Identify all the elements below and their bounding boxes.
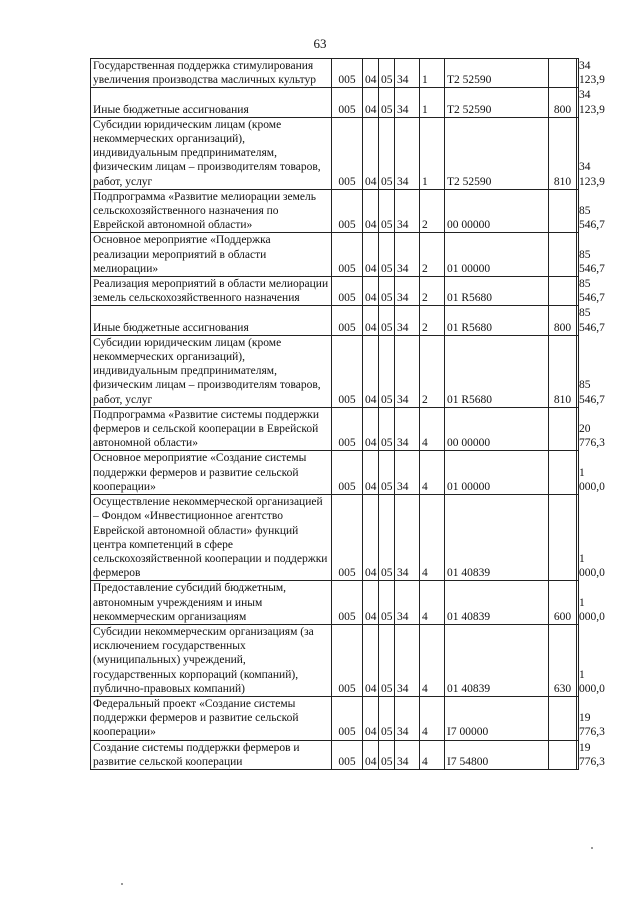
table-row (91, 59, 579, 88)
row-target-article-code: 01 40839 (445, 624, 549, 696)
row-target-article-code: T2 52590 (445, 117, 549, 189)
row-program-code: 34 (395, 451, 420, 495)
row-section-code: 04 (363, 407, 379, 451)
table-row (91, 696, 579, 740)
row-subsection-code: 05 (379, 277, 395, 306)
row-subsection-code: 05 (379, 59, 395, 88)
row-ved-code: 005 (332, 407, 363, 451)
row-subprogram-code: 4 (420, 451, 445, 495)
row-expense-type-code (549, 740, 577, 769)
row-program-code: 34 (395, 624, 420, 696)
row-expense-type-code: 810 (549, 117, 577, 189)
row-subprogram-code: 1 (420, 59, 445, 88)
row-amount: 1 000,0 (577, 451, 579, 495)
row-expense-type-code: 800 (549, 88, 577, 117)
row-subprogram-code: 4 (420, 581, 445, 625)
table-row (91, 495, 579, 581)
row-amount: 34 123,9 (577, 88, 579, 117)
row-section-code: 04 (363, 59, 379, 88)
row-target-article-code: 00 00000 (445, 189, 549, 233)
row-amount: 19 776,3 (577, 696, 579, 740)
row-ved-code: 005 (332, 306, 363, 335)
row-section-code: 04 (363, 117, 379, 189)
row-target-article-code: 00 00000 (445, 407, 549, 451)
budget-table (90, 58, 605, 770)
row-amount: 1 000,0 (577, 495, 579, 581)
row-amount: 1 000,0 (577, 581, 579, 625)
row-expense-type-code (549, 407, 577, 451)
row-expense-type-code: 630 (549, 624, 577, 696)
row-subsection-code: 05 (379, 624, 395, 696)
row-target-article-code: T2 52590 (445, 59, 549, 88)
row-amount: 85 546,7 (577, 189, 579, 233)
row-subsection-code: 05 (379, 581, 395, 625)
row-subprogram-code: 2 (420, 189, 445, 233)
row-expense-type-code (549, 59, 577, 88)
row-name: Субсидии юридическим лицам (кроме некоммерческих организаций), индивидуальным предпринимателям, физическим лицам – производителям товаров, работ, услуг (91, 117, 332, 189)
row-ved-code: 005 (332, 277, 363, 306)
row-ved-code: 005 (332, 740, 363, 769)
row-subsection-code: 05 (379, 117, 395, 189)
row-program-code: 34 (395, 306, 420, 335)
row-name: Федеральный проект «Создание системы поддержки фермеров и развитие сельской кооперации» (91, 696, 332, 740)
row-section-code: 04 (363, 306, 379, 335)
row-ved-code: 005 (332, 451, 363, 495)
row-expense-type-code (549, 189, 577, 233)
row-target-article-code: 01 00000 (445, 233, 549, 277)
row-subprogram-code: 1 (420, 88, 445, 117)
row-target-article-code: 01 R5680 (445, 335, 549, 407)
row-amount: 85 546,7 (577, 233, 579, 277)
row-subsection-code: 05 (379, 740, 395, 769)
row-amount: 20 776,3 (577, 407, 579, 451)
row-subprogram-code: 4 (420, 740, 445, 769)
row-subsection-code: 05 (379, 88, 395, 117)
table-row (91, 407, 579, 451)
table-row (91, 451, 579, 495)
row-name: Иные бюджетные ассигнования (91, 306, 332, 335)
row-amount: 1 000,0 (577, 624, 579, 696)
row-subsection-code: 05 (379, 495, 395, 581)
row-subprogram-code: 4 (420, 624, 445, 696)
row-program-code: 34 (395, 696, 420, 740)
row-expense-type-code: 600 (549, 581, 577, 625)
row-ved-code: 005 (332, 581, 363, 625)
row-expense-type-code (549, 696, 577, 740)
row-program-code: 34 (395, 277, 420, 306)
budget-table-body (91, 59, 605, 770)
row-expense-type-code (549, 233, 577, 277)
row-subsection-code: 05 (379, 189, 395, 233)
table-row (91, 117, 579, 189)
row-amount: 19 776,3 (577, 740, 579, 769)
table-row (91, 624, 579, 696)
row-amount: 34 123,9 (577, 117, 579, 189)
row-amount: 34 123,9 (577, 59, 579, 88)
scan-speck (121, 883, 123, 885)
row-subsection-code: 05 (379, 233, 395, 277)
row-program-code: 34 (395, 581, 420, 625)
table-row (91, 740, 579, 769)
row-expense-type-code: 800 (549, 306, 577, 335)
row-target-article-code: 01 R5680 (445, 306, 549, 335)
table-row (91, 581, 579, 625)
row-ved-code: 005 (332, 696, 363, 740)
row-program-code: 34 (395, 233, 420, 277)
row-target-article-code: 01 R5680 (445, 277, 549, 306)
row-ved-code: 005 (332, 189, 363, 233)
table-row (91, 88, 579, 117)
row-section-code: 04 (363, 335, 379, 407)
table-row (91, 277, 579, 306)
row-subprogram-code: 4 (420, 495, 445, 581)
scan-speck (591, 847, 593, 849)
row-name: Государственная поддержка стимулирования увеличения производства масличных культур (91, 59, 332, 88)
row-name: Основное мероприятие «Создание системы поддержки фермеров и развитие сельской кооперации» (91, 451, 332, 495)
row-target-article-code: I7 00000 (445, 696, 549, 740)
row-subprogram-code: 2 (420, 335, 445, 407)
row-program-code: 34 (395, 495, 420, 581)
row-ved-code: 005 (332, 117, 363, 189)
row-section-code: 04 (363, 624, 379, 696)
table-row (91, 189, 579, 233)
row-subprogram-code: 2 (420, 277, 445, 306)
row-expense-type-code (549, 451, 577, 495)
row-subprogram-code: 4 (420, 407, 445, 451)
row-ved-code: 005 (332, 495, 363, 581)
row-name: Субсидии юридическим лицам (кроме некоммерческих организаций), индивидуальным предпринимателям, физическим лицам – производителям товаров, работ, услуг (91, 335, 332, 407)
row-subsection-code: 05 (379, 306, 395, 335)
row-section-code: 04 (363, 451, 379, 495)
row-name: Реализация мероприятий в области мелиорации земель сельскохозяйственного назначения (91, 277, 332, 306)
row-subsection-code: 05 (379, 335, 395, 407)
row-expense-type-code: 810 (549, 335, 577, 407)
row-ved-code: 005 (332, 335, 363, 407)
page-number: 63 (313, 36, 327, 51)
row-program-code: 34 (395, 88, 420, 117)
row-expense-type-code (549, 495, 577, 581)
row-expense-type-code (549, 277, 577, 306)
row-section-code: 04 (363, 740, 379, 769)
row-name: Осуществление некоммерческой организацией – Фондом «Инвестиционное агентство Еврейской автономной области» функций центра компетенций в сфере сельскохозяйственной кооперации и поддержки фермеров (91, 495, 332, 581)
row-subsection-code: 05 (379, 696, 395, 740)
row-ved-code: 005 (332, 233, 363, 277)
row-subsection-code: 05 (379, 407, 395, 451)
row-name: Основное мероприятие «Поддержка реализации мероприятий в области мелиорации» (91, 233, 332, 277)
row-subprogram-code: 1 (420, 117, 445, 189)
row-subsection-code: 05 (379, 451, 395, 495)
row-section-code: 04 (363, 696, 379, 740)
row-section-code: 04 (363, 189, 379, 233)
row-section-code: 04 (363, 277, 379, 306)
table-row (91, 233, 579, 277)
row-ved-code: 005 (332, 624, 363, 696)
row-name: Создание системы поддержки фермеров и развитие сельской кооперации (91, 740, 332, 769)
row-section-code: 04 (363, 495, 379, 581)
row-subprogram-code: 2 (420, 306, 445, 335)
row-target-article-code: I7 54800 (445, 740, 549, 769)
row-name: Подпрограмма «Развитие мелиорации земель сельскохозяйственного назначения по Еврейской автономной области» (91, 189, 332, 233)
row-name: Иные бюджетные ассигнования (91, 88, 332, 117)
row-program-code: 34 (395, 117, 420, 189)
row-target-article-code: T2 52590 (445, 88, 549, 117)
row-program-code: 34 (395, 59, 420, 88)
row-name: Субсидии некоммерческим организациям (за исключением государственных (муниципальных) учреждений, государственных корпораций (компаний), публично-правовых компаний) (91, 624, 332, 696)
row-name: Предоставление субсидий бюджетным, автономным учреждениям и иным некоммерческим организациям (91, 581, 332, 625)
row-ved-code: 005 (332, 59, 363, 88)
row-target-article-code: 01 40839 (445, 581, 549, 625)
row-section-code: 04 (363, 581, 379, 625)
row-program-code: 34 (395, 335, 420, 407)
row-amount: 85 546,7 (577, 306, 579, 335)
row-amount: 85 546,7 (577, 277, 579, 306)
row-amount: 85 546,7 (577, 335, 579, 407)
row-name: Подпрограмма «Развитие системы поддержки фермеров и сельской кооперации в Еврейской автономной области» (91, 407, 332, 451)
row-section-code: 04 (363, 233, 379, 277)
row-program-code: 34 (395, 407, 420, 451)
row-section-code: 04 (363, 88, 379, 117)
row-program-code: 34 (395, 740, 420, 769)
row-subprogram-code: 4 (420, 696, 445, 740)
row-ved-code: 005 (332, 88, 363, 117)
row-program-code: 34 (395, 189, 420, 233)
row-target-article-code: 01 40839 (445, 495, 549, 581)
table-row (91, 306, 579, 335)
row-target-article-code: 01 00000 (445, 451, 549, 495)
table-row (91, 335, 579, 407)
row-subprogram-code: 2 (420, 233, 445, 277)
